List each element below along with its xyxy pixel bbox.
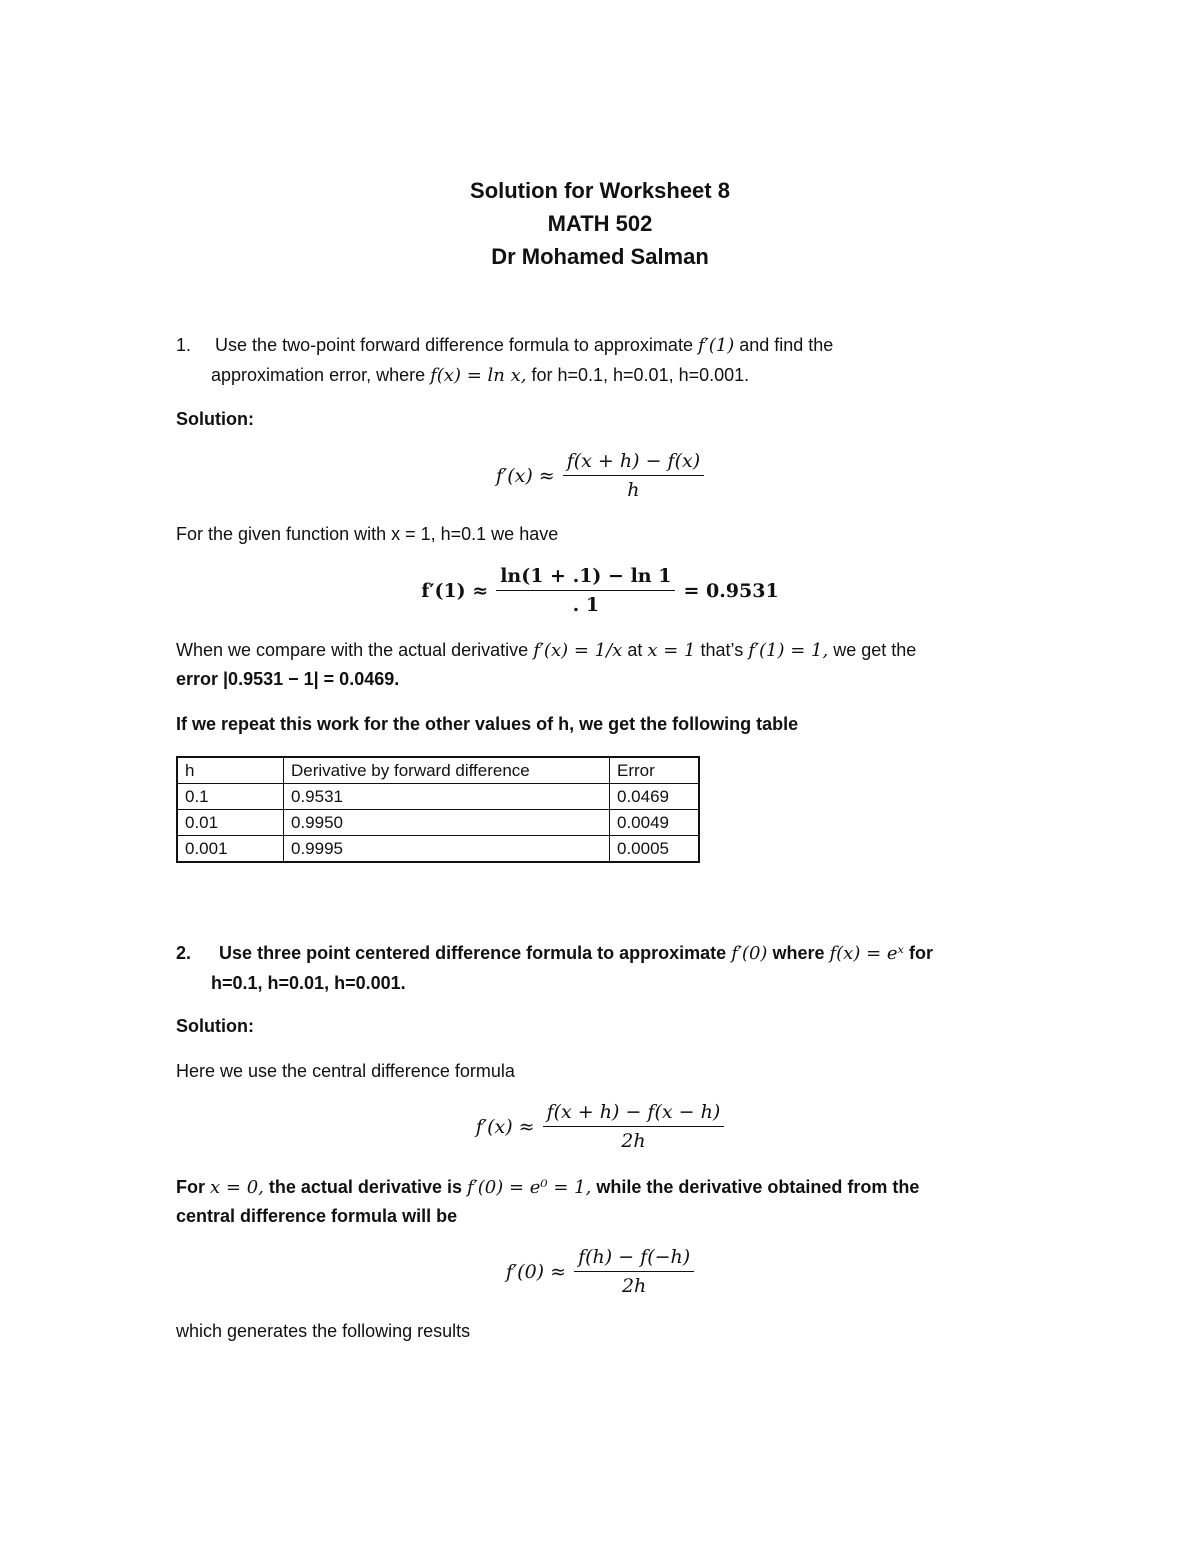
q1-forward-formula: f′(x) ≈ $\frac{f(x + h) - f(x)}{h}$: [0, 450, 1200, 501]
q2-central-formula: f′(x) ≈ $\frac{f(x + h) - f(x - h)}{2h}$: [0, 1101, 1200, 1152]
q1-repeat-text: If we repeat this work for the other values of h, we get the following table: [176, 714, 799, 734]
course-code: MATH 502: [547, 211, 653, 236]
q1-line2: approximation error, where f(x) = ln x, for h=0.1, h=0.01, h=0.001.: [211, 365, 750, 386]
document-title: Solution for Worksheet 8: [470, 178, 730, 203]
q1-compare-line2: error |0.9531 − 1| = 0.0469.: [176, 669, 400, 689]
table-cell: 0.01: [177, 810, 284, 836]
q2-number: 2.: [176, 943, 192, 963]
q2-solution-label: Solution:: [176, 1016, 254, 1036]
table-row: [177, 784, 699, 810]
q1-line1: 1. Use the two-point forward difference formula to approximate f′(1) and find the: [176, 335, 834, 356]
table-cell: 0.0049: [610, 810, 700, 836]
table-cell: 0.1: [177, 784, 284, 810]
author-name: Dr Mohamed Salman: [491, 244, 709, 269]
q2-intro: Here we use the central difference formula: [176, 1061, 515, 1081]
table-header-row: [177, 757, 699, 784]
results-table: [176, 756, 700, 863]
table-cell: 0.9531: [284, 784, 610, 810]
table-row: [177, 810, 699, 836]
fraction: $\frac{f(h) - f(-h)}{2h}$: [574, 1246, 694, 1297]
table-row: [177, 836, 699, 863]
table-cell: 0.001: [177, 836, 284, 863]
q2-line2: h=0.1, h=0.01, h=0.001.: [211, 973, 406, 993]
q1-compare-line1: When we compare with the actual derivative f′(x) = 1/x at x = 1 that’s f′(1) = 1, we get the: [176, 640, 917, 661]
fraction: $\frac{f(x + h) - f(x)}{h}$: [563, 450, 704, 501]
q1-given-text: For the given function with x = 1, h=0.1 we have: [176, 524, 559, 544]
table-cell: 0.9950: [284, 810, 610, 836]
q1-evaluation: f′(1) ≈ $\frac{\ln(1 + .1) - \ln 1}{. 1}$ = 0.9531: [421, 565, 779, 616]
table-header-cell: h: [177, 757, 284, 784]
table-cell: 0.9995: [284, 836, 610, 863]
q2-line1: 2. Use three point centered difference formula to approximate f′(0) where f(x) = eˣ for: [176, 943, 933, 964]
fraction: $\frac{\ln(1 + .1) - \ln 1}{. 1}$: [496, 565, 675, 616]
fraction: $\frac{f(x + h) - f(x - h)}{2h}$: [543, 1101, 725, 1152]
q2-actual-line2: central difference formula will be: [176, 1206, 458, 1226]
q1-solution-label: Solution:: [176, 409, 254, 429]
q2-closing: which generates the following results: [176, 1321, 471, 1341]
table-cell: 0.0005: [610, 836, 700, 863]
table-cell: 0.0469: [610, 784, 700, 810]
q2-evaluation: f′(0) ≈ $\frac{f(h) - f(-h)}{2h}$: [0, 1246, 1200, 1297]
table-header-cell: Error: [610, 757, 700, 784]
q2-actual-line1: For x = 0, the actual derivative is f′(0) = e⁰ = 1, while the derivative obtained from the: [176, 1177, 920, 1198]
q1-number: 1.: [176, 335, 192, 355]
table-header-cell: Derivative by forward difference: [284, 757, 610, 784]
